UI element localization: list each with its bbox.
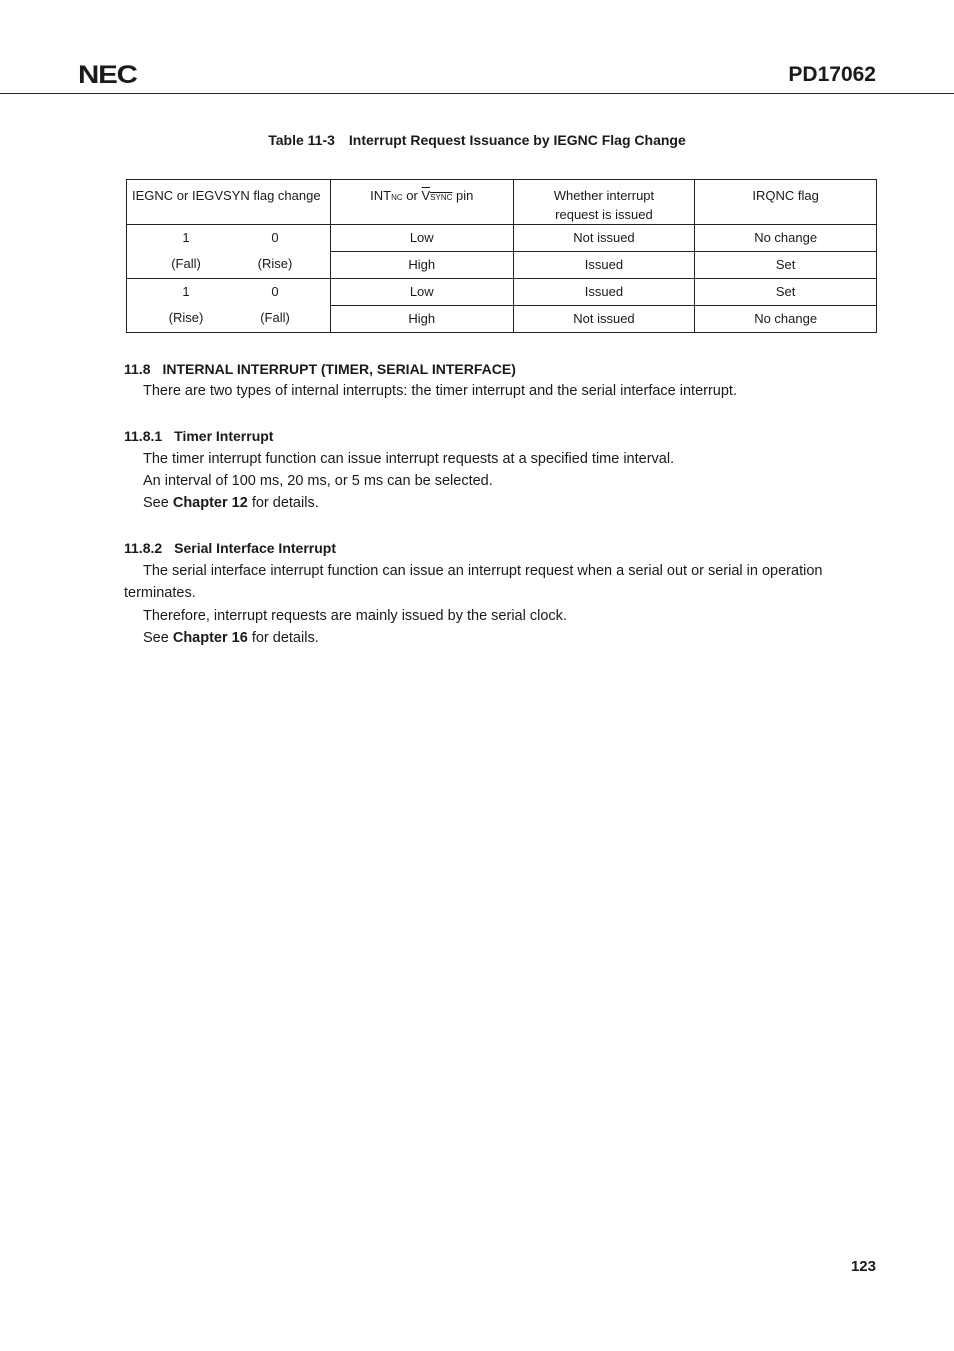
pin-cell: High bbox=[330, 306, 513, 333]
section-11-8-2-line2: Therefore, interrupt requests are mainly issued by the serial clock. bbox=[143, 608, 567, 624]
nec-logo: NEC bbox=[78, 61, 137, 89]
section-11-8-2-see: See Chapter 16 for details. bbox=[143, 630, 319, 646]
header-pin-suffix: pin bbox=[452, 188, 474, 203]
header-pin-vsync: VSYNC bbox=[421, 188, 453, 203]
section-11-8-1-heading: 11.8.1 Timer Interrupt bbox=[124, 428, 274, 444]
header-flag-change: IEGNC or IEGVSYN flag change bbox=[127, 180, 331, 225]
table-title-text: Interrupt Request Issuance by IEGNC Flag Change bbox=[348, 132, 686, 148]
flag-change-cell: 1 0 (Rise) (Fall) bbox=[127, 279, 331, 333]
section-11-8-body: There are two types of internal interrupts: the timer interrupt and the serial interface interrupt. bbox=[143, 383, 737, 399]
flag-cell: No change bbox=[695, 225, 877, 252]
flag-change-cell: 1 0 (Fall) (Rise) bbox=[127, 225, 331, 279]
table-header-row bbox=[127, 180, 877, 225]
table-title-label: Table 11-3 bbox=[268, 132, 335, 148]
section-11-8-1-line1: The timer interrupt function can issue interrupt requests at a specified time interval. bbox=[143, 451, 675, 467]
section-11-8-2-line1: The serial interface interrupt function can issue an interrupt request when a serial out or serial in operation terminates. bbox=[124, 563, 823, 601]
pin-cell: Low bbox=[330, 225, 513, 252]
section-11-8-heading: 11.8 INTERNAL INTERRUPT (TIMER, SERIAL INTERFACE) bbox=[124, 361, 516, 377]
header-irqnc-flag: IRQNC flag bbox=[695, 180, 877, 225]
issued-cell: Not issued bbox=[513, 306, 695, 333]
section-11-8-2-heading: 11.8.2 Serial Interface Interrupt bbox=[124, 540, 336, 556]
chapter-12-ref: Chapter 12 bbox=[172, 495, 248, 511]
flag-cell: No change bbox=[695, 306, 877, 333]
table-row bbox=[127, 279, 877, 306]
issued-cell: Not issued bbox=[513, 225, 695, 252]
section-11-8-1-see: See Chapter 12 for details. bbox=[143, 495, 319, 511]
flag-cell: Set bbox=[695, 279, 877, 306]
header-divider bbox=[0, 93, 954, 94]
table-row bbox=[127, 225, 877, 252]
table-title bbox=[0, 132, 954, 148]
page-number: 123 bbox=[850, 1258, 876, 1275]
issued-cell: Issued bbox=[513, 279, 695, 306]
section-11-8-1-line2: An interval of 100 ms, 20 ms, or 5 ms can be selected. bbox=[143, 473, 493, 489]
header-whether-issued: Whether interrupt request is issued bbox=[513, 180, 695, 225]
chapter-16-ref: Chapter 16 bbox=[172, 630, 248, 646]
pin-cell: High bbox=[330, 252, 513, 279]
header-pin-int: INT bbox=[370, 188, 392, 203]
header-pin-int-sub: NC bbox=[391, 193, 403, 202]
document-id: PD17062 bbox=[788, 63, 876, 86]
header-pin-or: or bbox=[402, 188, 422, 203]
flag-cell: Set bbox=[695, 252, 877, 279]
header-pin bbox=[330, 180, 513, 225]
issued-cell: Issued bbox=[513, 252, 695, 279]
interrupt-request-table bbox=[126, 179, 877, 333]
pin-cell: Low bbox=[330, 279, 513, 306]
